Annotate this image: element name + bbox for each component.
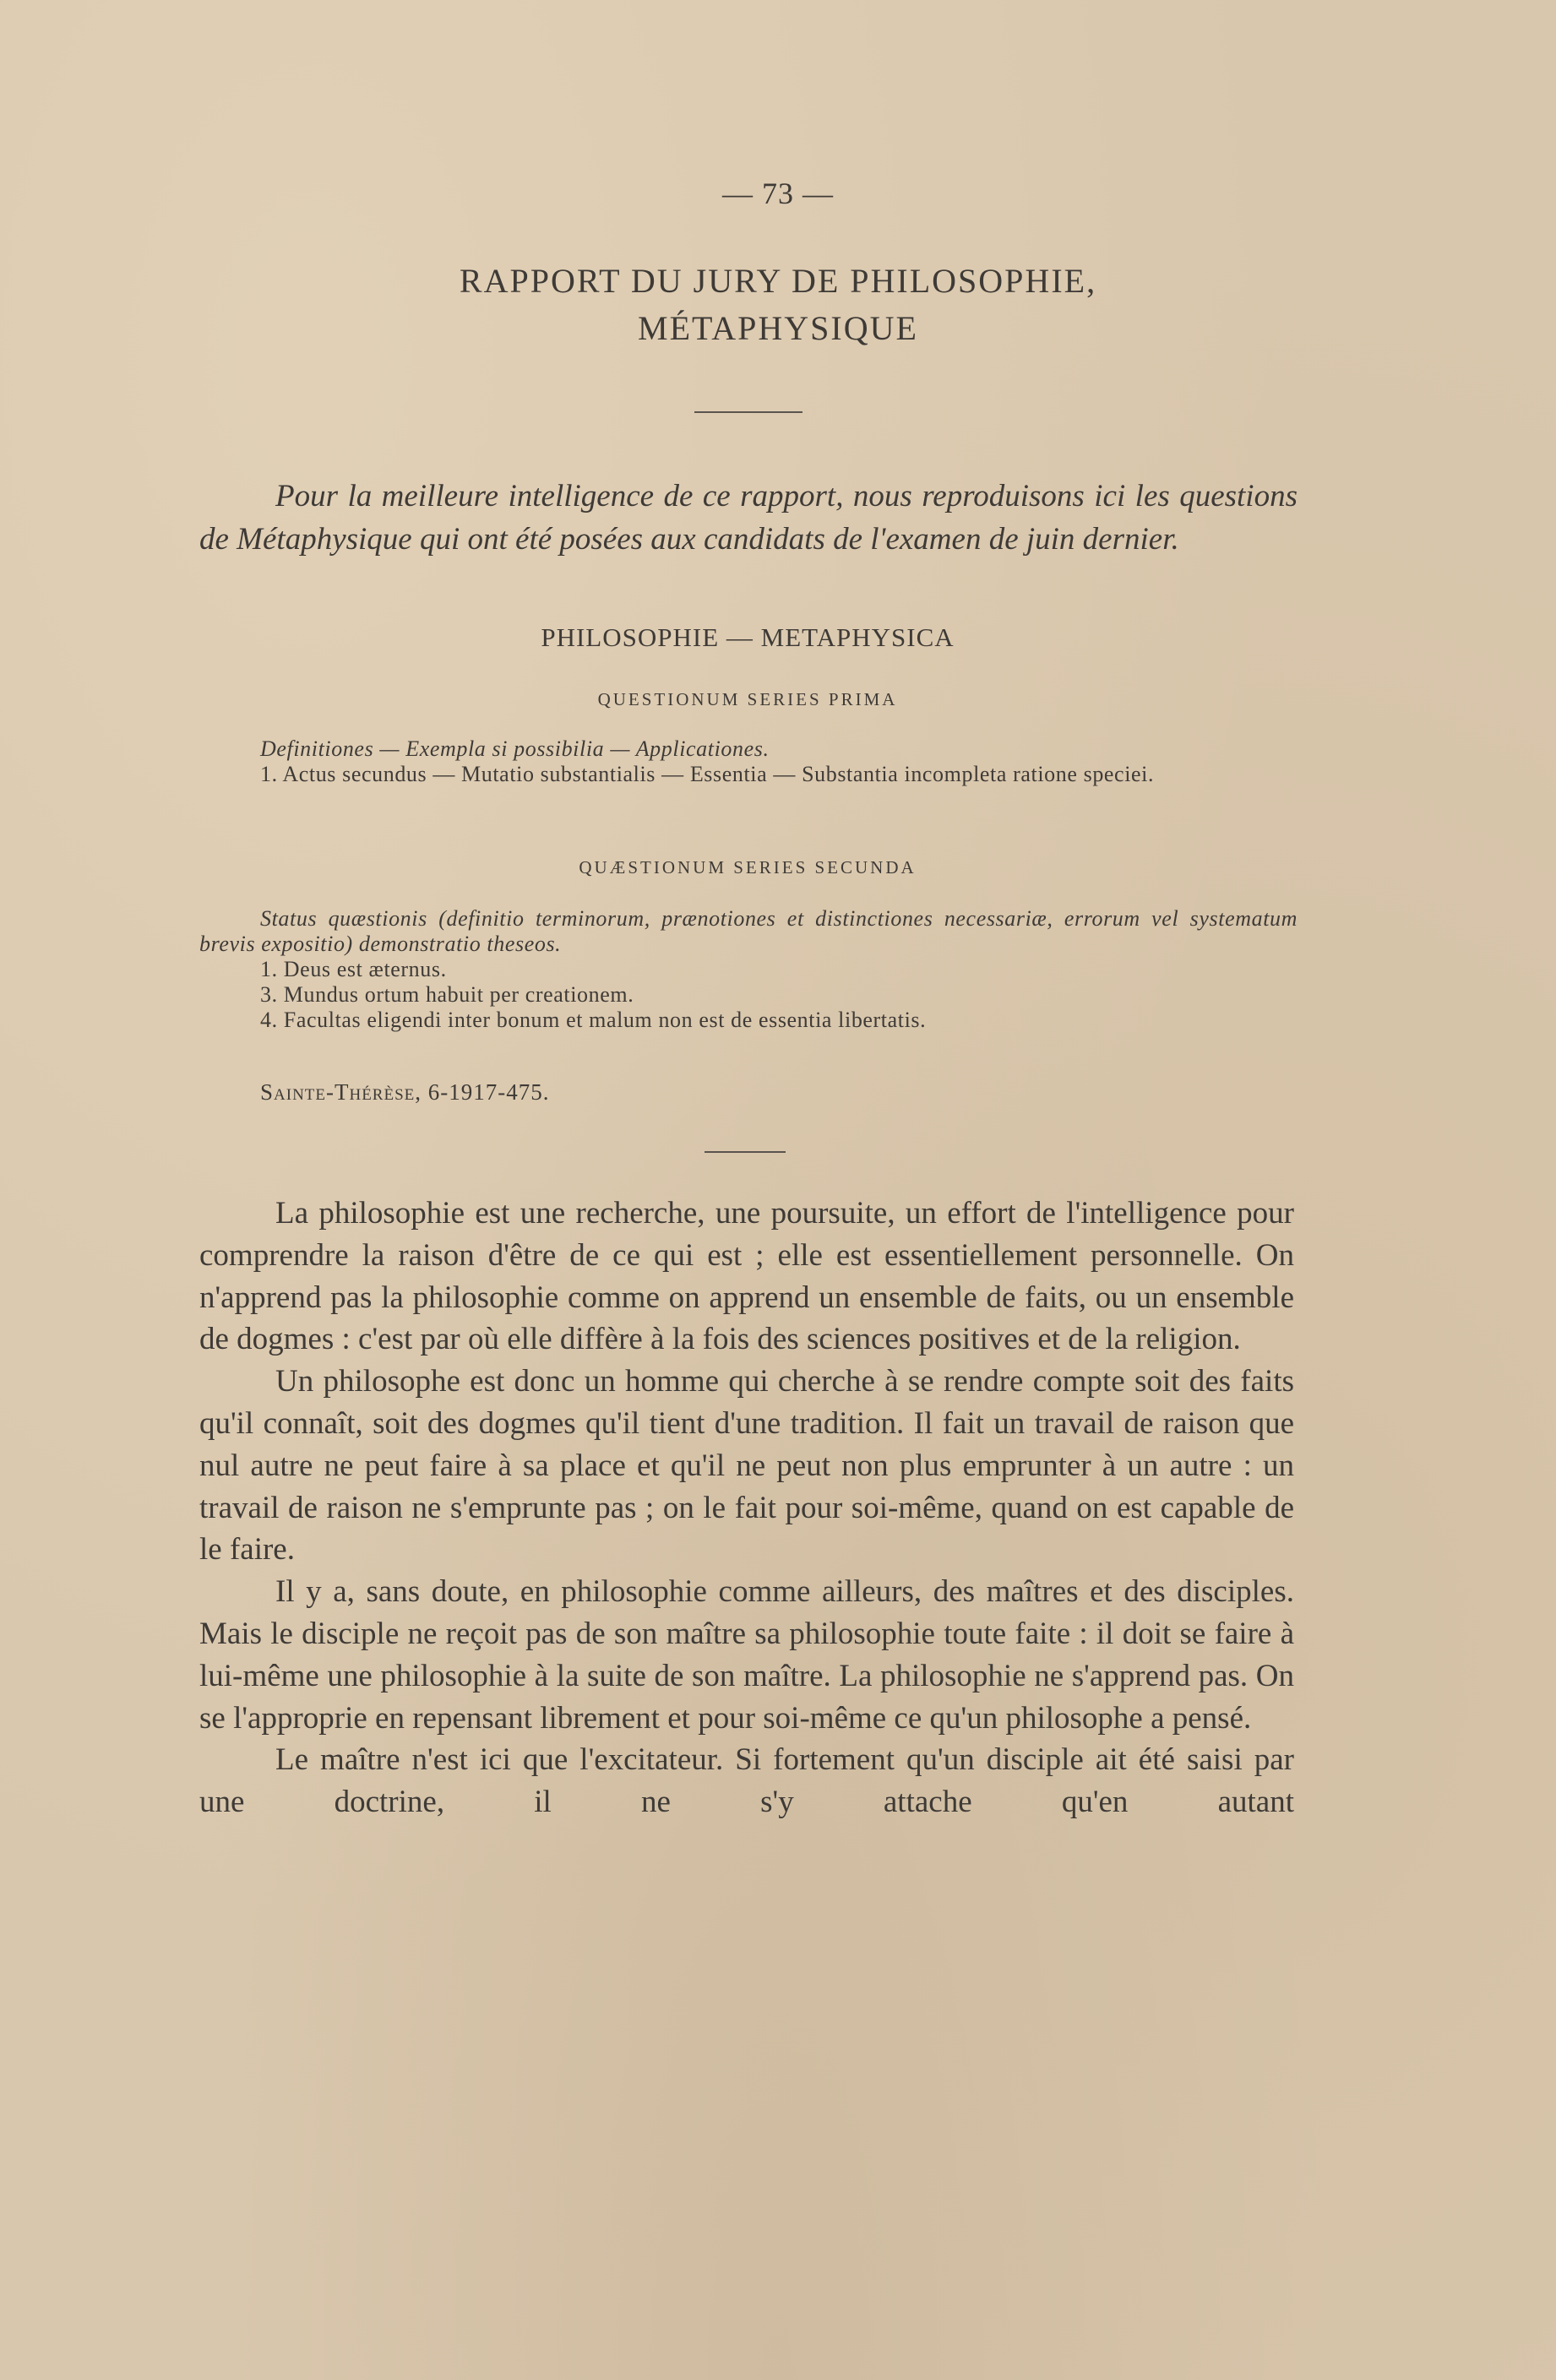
report-title-line-2: MÉTAPHYSIQUE (638, 309, 918, 347)
report-body (199, 1193, 1294, 1823)
title-divider (694, 411, 802, 413)
imprimatur-line: Sainte-Thérèse, 6-1917-475. (260, 1079, 550, 1105)
series-secunda-item: 3. Mundus ortum habuit per creationem. (260, 982, 634, 1007)
series-secunda-lead: Status quæstionis (definitio terminorum, prænotiones et distinctiones necessariæ, errorum vel systematum brevis expositio) demonstratio theseos. (199, 906, 1298, 956)
series-secunda-heading: QUÆSTIONUM SERIES SECUNDA (579, 857, 917, 878)
series-prima-item: 1. Actus secundus — Mutatio substantialis — Essentia — Substantia incompleta ratione speciei. (260, 762, 1155, 786)
body-paragraph: La philosophie est une recherche, une poursuite, un effort de l'intelligence pour comprendre la raison d'être de ce qui est ; elle est essentiellement personnelle. On n'apprend pas la philosophie comme on apprend un ensemble de faits, ou un ensemble de dogmes : c'est par où elle diffère à la fois des sciences positives et de la religion. (199, 1196, 1294, 1357)
body-paragraph: Un philosophe est donc un homme qui cherche à se rendre compte soit des faits qu'il connaît, soit des dogmes qu'il tient d'une tradition. Il fait un travail de raison que nul autre ne peut faire à sa place et qu'il ne peut non plus emprunter à un autre : un travail de raison ne s'emprunte pas ; on le fait pour soi-même, quand on est capable de le faire. (199, 1364, 1294, 1568)
series-prima-lead: Definitiones — Exempla si possibilia — Applicationes. (260, 736, 770, 761)
section-title: PHILOSOPHIE — METAPHYSICA (541, 622, 955, 652)
body-paragraph: Le maître n'est ici que l'excitateur. Si fortement qu'un disciple ait été saisi par une doctrine, il ne s'y attache qu'en autant (199, 1742, 1294, 1820)
section-divider (705, 1151, 786, 1153)
series-secunda-block (199, 906, 1298, 1033)
page-number: — 73 — (722, 177, 834, 210)
series-secunda-item: 1. Deus est æternus. (260, 957, 447, 981)
series-secunda-item: 4. Facultas eligendi inter bonum et malum non est de essentia libertatis. (260, 1008, 927, 1032)
body-paragraph: Il y a, sans doute, en philosophie comme ailleurs, des maîtres et des disciples. Mais le disciple ne reçoit pas de son maître sa philosophie toute faite : il doit se faire à lui-même une philosophie à la suite de son maître. La philosophie ne s'apprend pas. On se l'approprie en repensant librement et pour soi-même ce qu'un philosophe a pensé. (199, 1574, 1294, 1736)
series-prima-block (199, 736, 1298, 787)
report-title (0, 258, 1556, 352)
report-title-line-1: RAPPORT DU JURY DE PHILOSOPHIE, (459, 262, 1097, 300)
series-prima-heading: QUESTIONUM SERIES PRIMA (597, 689, 898, 709)
intro-paragraph: Pour la meilleure intelligence de ce rapport, nous reproduisons ici les questions de Métaphysique qui ont été posées aux candidats de l'examen de juin dernier. (199, 479, 1298, 557)
